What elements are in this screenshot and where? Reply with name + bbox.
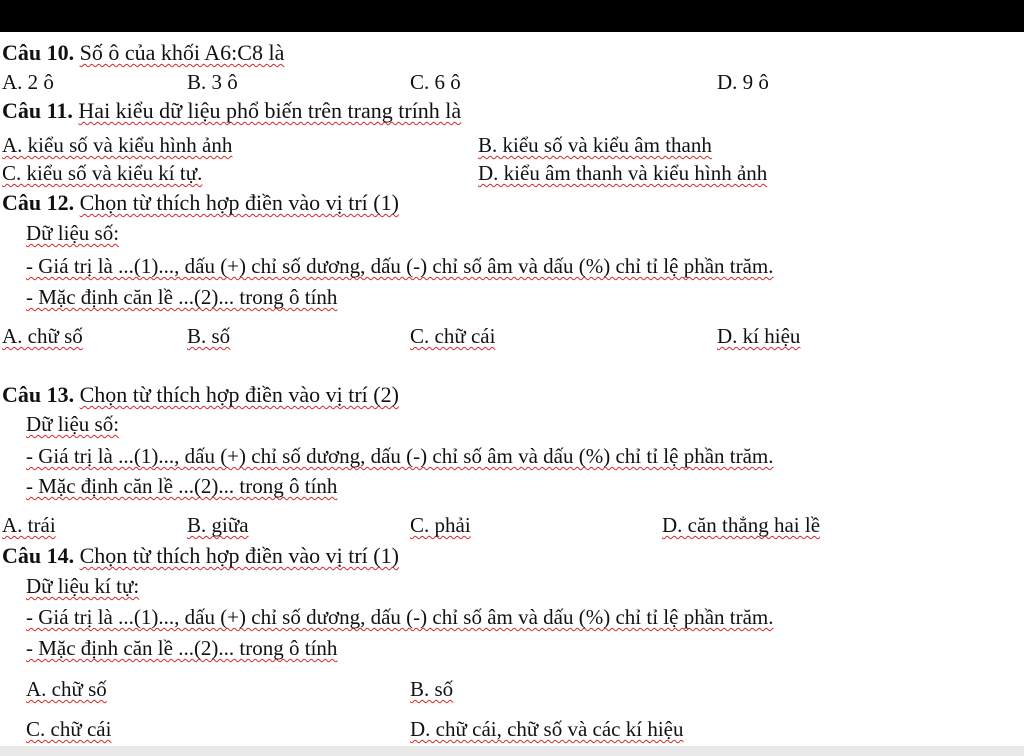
question-number: Câu 11.	[2, 98, 73, 123]
question-text: Chọn từ thích hợp điền vào vị trí (1)	[79, 190, 399, 215]
data-type-title: Dữ liệu số:	[26, 221, 120, 245]
option-b: B. số	[187, 324, 231, 348]
question-text: Chọn từ thích hợp điền vào vị trí (2)	[79, 382, 399, 407]
data-type-title: Dữ liệu kí tự:	[26, 574, 140, 598]
option-c: C. kiểu số và kiểu kí tự.	[2, 161, 203, 185]
statement-line-2: - Mặc định căn lề ...(2)... trong ô tính	[26, 636, 338, 660]
option-a: A. 2 ô	[2, 70, 54, 94]
option-c: C. chữ cái	[26, 717, 112, 741]
option-c: C. 6 ô	[410, 70, 461, 94]
cut-off-bottom-edge	[0, 746, 1024, 756]
option-d: D. kiểu âm thanh và kiểu hình ảnh	[478, 161, 768, 185]
question-number: Câu 13.	[2, 382, 75, 407]
option-d: D. chữ cái, chữ số và các kí hiệu	[410, 717, 684, 741]
statement-line-1: - Giá trị là ...(1)..., dấu (+) chỉ số dương, dấu (-) chỉ số âm và dấu (%) chỉ tỉ lệ phần trăm.	[26, 605, 774, 629]
statement-line-1: - Giá trị là ...(1)..., dấu (+) chỉ số dương, dấu (-) chỉ số âm và dấu (%) chỉ tỉ lệ phần trăm.	[26, 444, 774, 468]
option-a: A. chữ số	[2, 324, 83, 348]
option-b: B. kiểu số và kiểu âm thanh	[478, 133, 712, 157]
question-10-heading	[2, 40, 284, 66]
option-d: D. căn thẳng hai lề	[662, 513, 821, 537]
option-b: B. 3 ô	[187, 70, 238, 94]
question-11-heading	[2, 98, 461, 124]
option-d: D. 9 ô	[717, 70, 769, 94]
question-text: Chọn từ thích hợp điền vào vị trí (1)	[79, 543, 399, 568]
option-a: A. chữ số	[26, 677, 107, 701]
option-a: A. trái	[2, 513, 56, 537]
statement-line-1: - Giá trị là ...(1)..., dấu (+) chỉ số dương, dấu (-) chỉ số âm và dấu (%) chỉ tỉ lệ phần trăm.	[26, 254, 774, 278]
question-number: Câu 14.	[2, 543, 75, 568]
data-type-title: Dữ liệu số:	[26, 412, 120, 436]
question-text: Hai kiểu dữ liệu phổ biến trên trang trính là	[78, 98, 462, 123]
question-number: Câu 12.	[2, 190, 75, 215]
question-14-heading	[2, 543, 399, 569]
question-13-heading	[2, 382, 399, 408]
question-text: Số ô của khối A6:C8 là	[79, 40, 285, 65]
option-b: B. số	[410, 677, 454, 701]
statement-line-2: - Mặc định căn lề ...(2)... trong ô tính	[26, 285, 338, 309]
option-c: C. phải	[410, 513, 471, 537]
top-black-bar	[0, 0, 1024, 32]
option-b: B. giữa	[187, 513, 249, 537]
option-d: D. kí hiệu	[717, 324, 801, 348]
option-a: A. kiểu số và kiểu hình ảnh	[2, 133, 233, 157]
question-number: Câu 10.	[2, 40, 75, 65]
statement-line-2: - Mặc định căn lề ...(2)... trong ô tính	[26, 474, 338, 498]
question-12-heading	[2, 190, 399, 216]
option-c: C. chữ cái	[410, 324, 496, 348]
